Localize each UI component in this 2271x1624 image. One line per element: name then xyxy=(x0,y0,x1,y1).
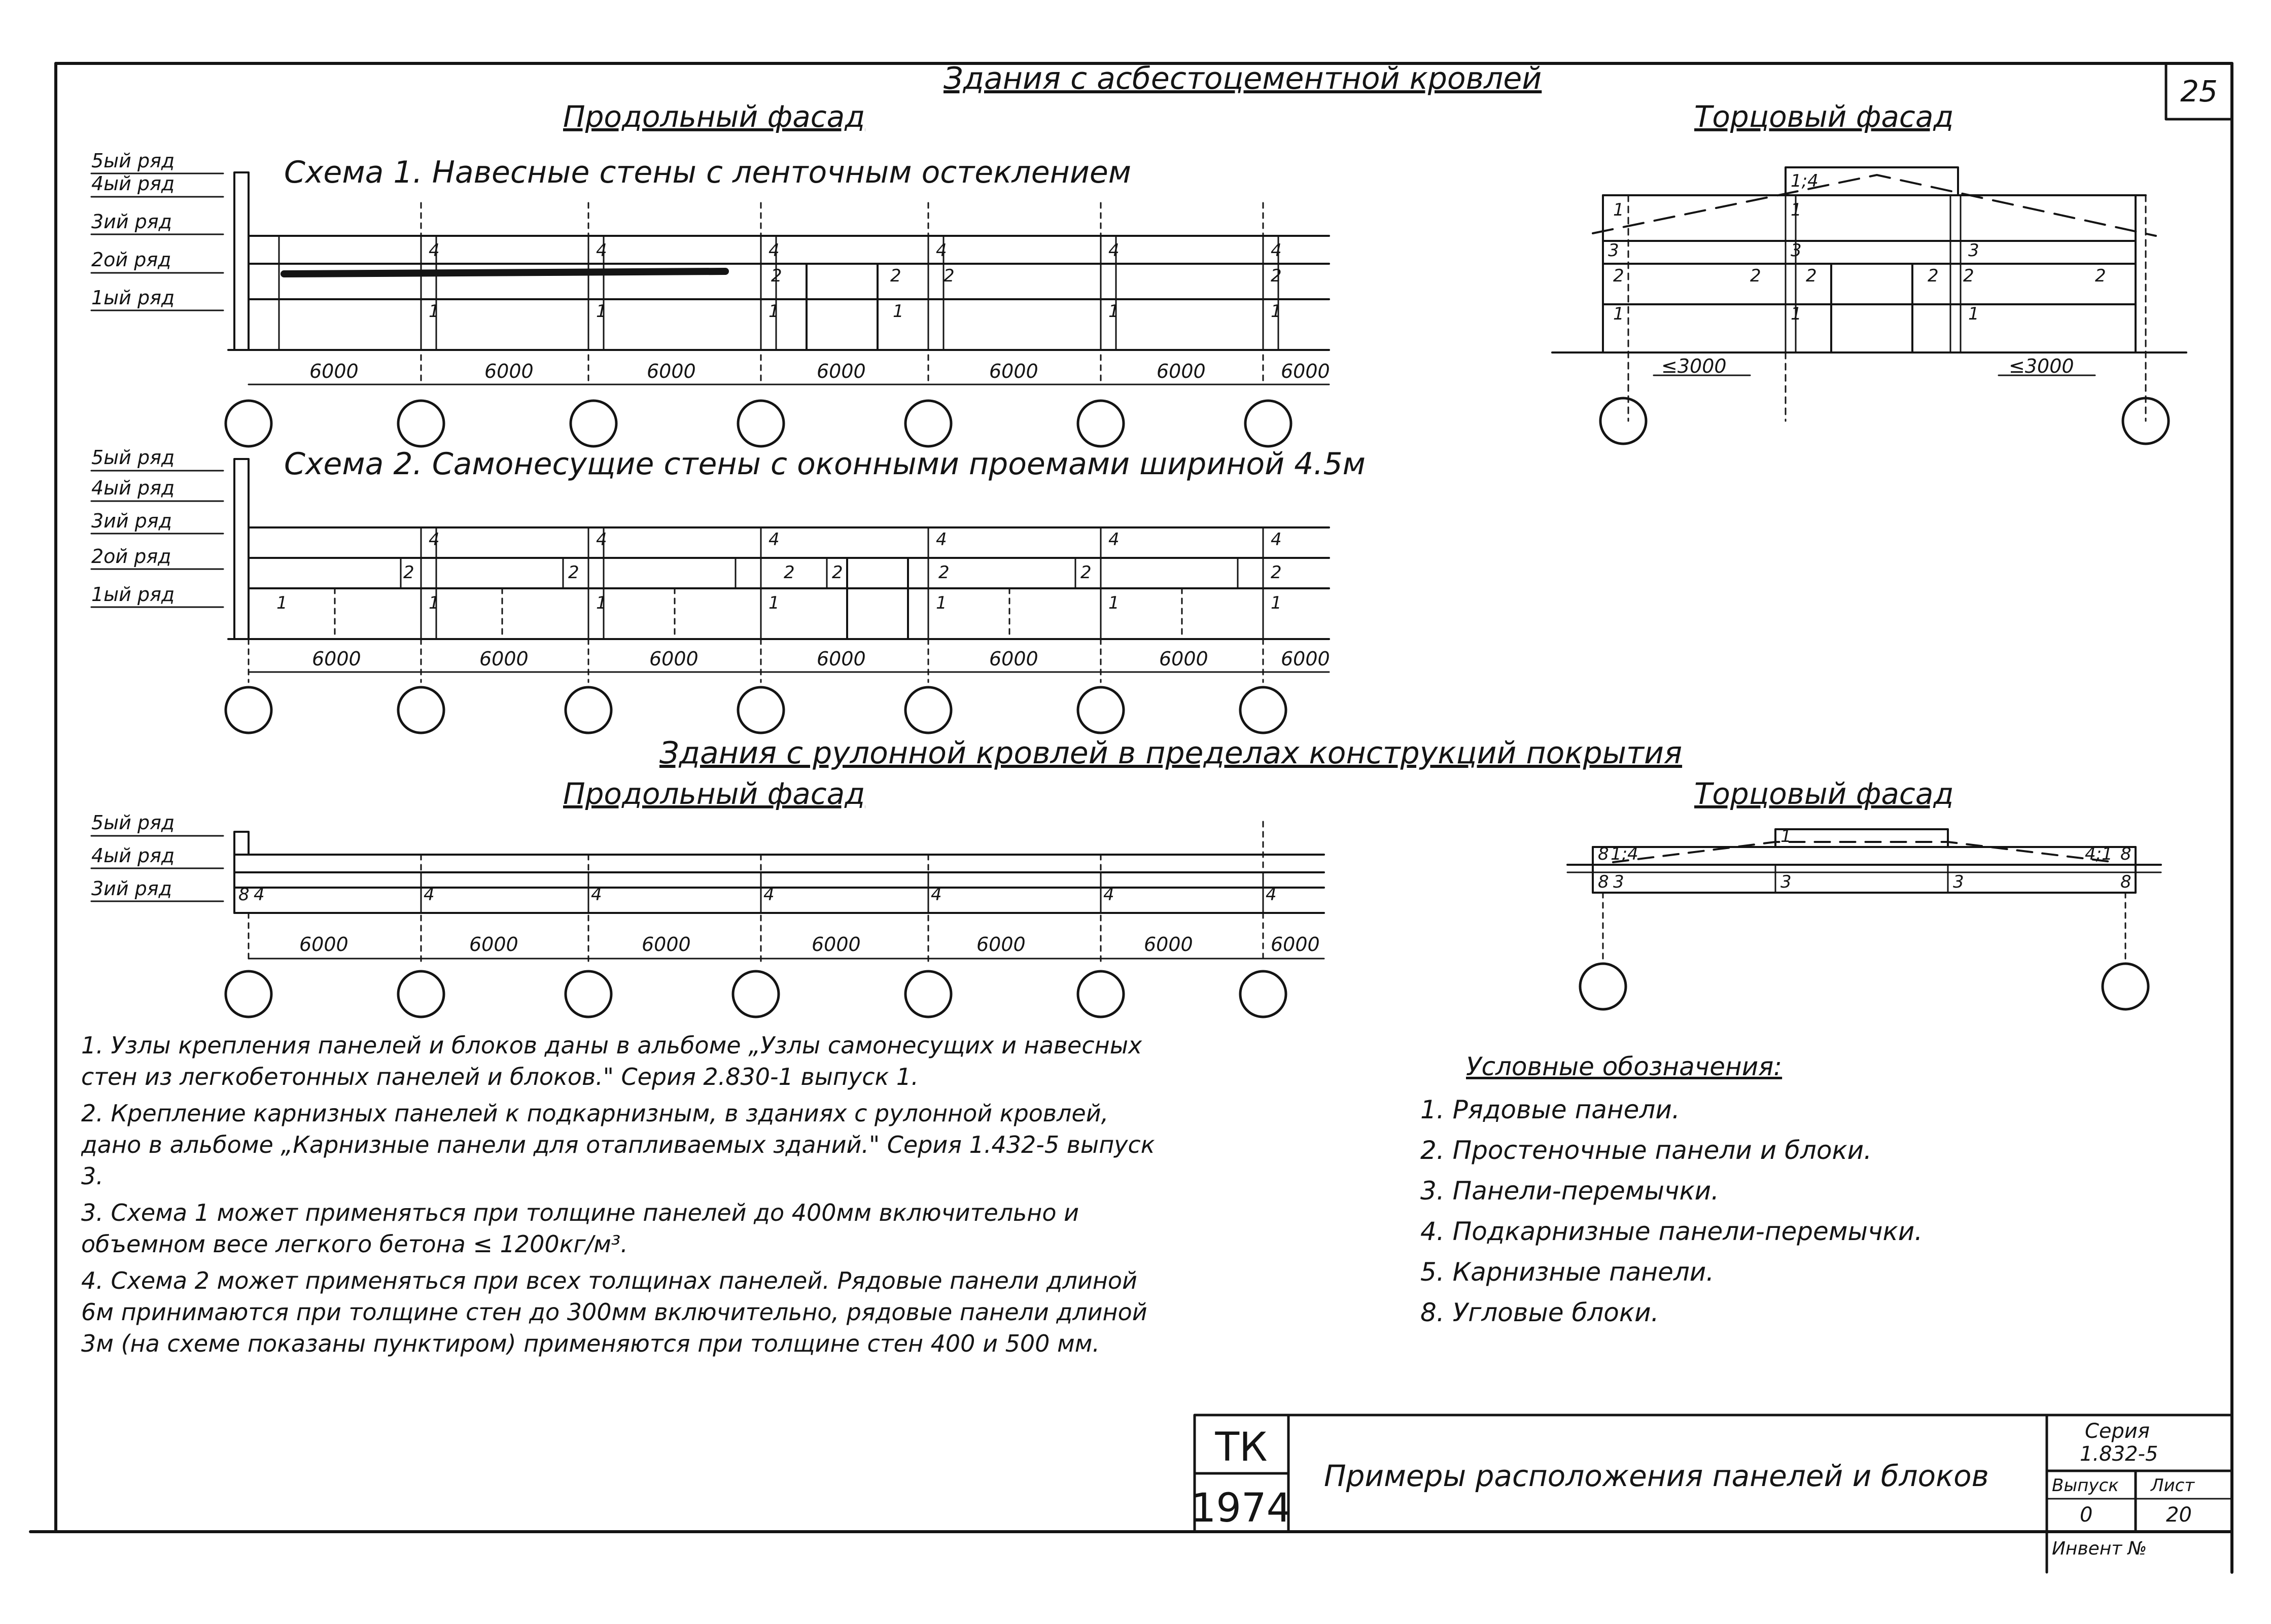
svg-text:1: 1 xyxy=(1791,304,1802,324)
svg-text:1: 1 xyxy=(1271,301,1282,322)
scheme1-panel-marks xyxy=(429,240,1282,322)
scheme1-span-5: 6000 xyxy=(989,360,1038,382)
scheme2-level-3: 3ий ряд xyxy=(91,510,172,532)
scheme3-span-6: 6000 xyxy=(1144,933,1193,956)
svg-text:4: 4 xyxy=(763,885,775,905)
svg-text:8: 8 xyxy=(1598,872,1609,892)
scheme2-panel-marks xyxy=(276,529,1282,613)
svg-text:2: 2 xyxy=(568,562,579,583)
scheme2-level-2: 2ой ряд xyxy=(91,545,171,568)
svg-text:1;4: 1;4 xyxy=(1611,844,1638,864)
svg-text:4: 4 xyxy=(936,240,947,261)
sheet-label: Лист xyxy=(2151,1475,2195,1496)
end-facade-1-dim-left: ≤3000 xyxy=(1661,355,1727,377)
scheme2-level-5: 5ый ряд xyxy=(91,446,175,469)
scheme3-dimensions xyxy=(299,933,1320,956)
end-facade-1 xyxy=(1552,167,2186,444)
svg-text:4: 4 xyxy=(1271,529,1282,550)
svg-text:4: 4 xyxy=(429,529,440,550)
issue-value: 0 xyxy=(2080,1503,2093,1527)
svg-text:8: 8 xyxy=(2120,844,2132,864)
svg-text:4: 4 xyxy=(1271,240,1282,261)
legend xyxy=(1420,1052,1923,1327)
svg-text:2: 2 xyxy=(1750,266,1761,286)
scheme2-dimensions xyxy=(312,648,1330,670)
svg-text:4: 4 xyxy=(596,240,607,261)
svg-text:1: 1 xyxy=(1613,304,1624,324)
svg-text:2: 2 xyxy=(1928,266,1939,286)
end-facade-2-marks xyxy=(1598,826,2132,892)
scheme2-level-4: 4ый ряд xyxy=(91,477,175,499)
scheme1-level-3: 3ий ряд xyxy=(91,210,172,233)
scheme3-facade-label: Продольный фасад xyxy=(563,776,865,811)
drawing-title: Примеры расположения панелей и блоков xyxy=(1324,1459,1989,1493)
svg-text:3: 3 xyxy=(1791,240,1802,261)
svg-text:2: 2 xyxy=(2095,266,2106,286)
scheme1-level-2: 2ой ряд xyxy=(91,249,171,271)
scheme3-span-7: 6000 xyxy=(1271,933,1320,956)
svg-text:2: 2 xyxy=(1271,562,1282,583)
scheme2-span-2: 6000 xyxy=(479,648,529,670)
svg-text:1: 1 xyxy=(936,593,947,613)
series-label: Серия xyxy=(2085,1420,2150,1443)
scheme2-title: Схема 2. Самонесущие стены с оконными проемами шириной 4.5м xyxy=(284,446,1366,482)
svg-text:2: 2 xyxy=(1806,266,1817,286)
svg-text:2: 2 xyxy=(944,266,955,286)
end1-facade-label: Торцовый фасад xyxy=(1694,99,1954,134)
svg-text:8: 8 xyxy=(238,885,250,905)
scheme3-span-5: 6000 xyxy=(976,933,1026,956)
svg-text:4: 4 xyxy=(936,529,947,550)
svg-text:4: 4 xyxy=(254,885,265,905)
svg-text:1: 1 xyxy=(1108,593,1120,613)
scheme2-level-labels xyxy=(91,446,223,607)
svg-text:1: 1 xyxy=(1613,200,1624,220)
legend-title: Условные обозначения: xyxy=(1466,1052,1783,1081)
svg-text:1: 1 xyxy=(1108,301,1120,322)
scheme1-level-5: 5ый ряд xyxy=(91,150,175,172)
scheme3-span-2: 6000 xyxy=(469,933,518,956)
svg-text:3: 3 xyxy=(1780,872,1792,892)
section1-title: Здания с асбестоцементной кровлей xyxy=(944,61,1542,96)
svg-text:3: 3 xyxy=(1613,872,1624,892)
svg-text:1: 1 xyxy=(1271,593,1282,613)
scheme1-level-labels xyxy=(91,150,223,310)
svg-text:8: 8 xyxy=(2120,872,2132,892)
svg-text:1: 1 xyxy=(768,593,780,613)
svg-text:4: 4 xyxy=(429,240,440,261)
note-4: 4. Схема 2 может применяться при всех толщинах панелей. Рядовые панели длиной 6м принимаются при толщине стен до 300мм включительно, рядовые панели длиной 3м (на схеме показаны пунктиром) применяются при толщине стен 400 и 500 мм. xyxy=(81,1267,1147,1357)
svg-text:4: 4 xyxy=(1103,885,1114,905)
svg-text:4: 4 xyxy=(1266,885,1277,905)
legend-item-3: 3. Панели-перемычки. xyxy=(1420,1176,1720,1206)
inventory-label: Инвент № xyxy=(2052,1538,2147,1559)
svg-text:1: 1 xyxy=(276,593,288,613)
svg-text:2: 2 xyxy=(784,562,795,583)
svg-text:1: 1 xyxy=(1791,200,1802,220)
svg-text:8: 8 xyxy=(1598,844,1609,864)
end-facade-1-dim-right: ≤3000 xyxy=(2009,355,2074,377)
scheme1-axis-bubbles xyxy=(226,401,1291,446)
series-value: 1.832-5 xyxy=(2080,1442,2158,1466)
note-2: 2. Крепление карнизных панелей к подкарнизным, в зданиях с рулонной кровлей, дано в альбоме „Карнизные панели для отапливаемых зданий." Серия 1.432-5 выпуск 3. xyxy=(81,1100,1155,1190)
issue-label: Выпуск xyxy=(2052,1475,2119,1496)
svg-text:1: 1 xyxy=(893,301,904,322)
svg-text:2: 2 xyxy=(403,562,414,583)
scheme3-axis-bubbles xyxy=(226,971,1286,1017)
scheme1-facade-label: Продольный фасад xyxy=(563,99,865,134)
svg-text:2: 2 xyxy=(771,266,782,286)
svg-text:4;1: 4;1 xyxy=(2085,844,2113,864)
svg-text:2: 2 xyxy=(1613,266,1624,286)
scheme1-span-3: 6000 xyxy=(647,360,696,382)
svg-text:4: 4 xyxy=(596,529,607,550)
svg-text:4: 4 xyxy=(768,529,780,550)
scheme3-span-3: 6000 xyxy=(642,933,691,956)
end2-facade-label: Торцовый фасад xyxy=(1694,776,1954,811)
svg-text:4: 4 xyxy=(1108,240,1120,261)
legend-item-1: 1. Рядовые панели. xyxy=(1420,1095,1680,1124)
scheme2-axis-bubbles xyxy=(226,687,1286,733)
svg-text:1: 1 xyxy=(596,593,607,613)
svg-text:4: 4 xyxy=(931,885,942,905)
svg-text:2: 2 xyxy=(1963,266,1974,286)
scheme3-level-3: 3ий ряд xyxy=(91,877,172,900)
scheme2-span-1: 6000 xyxy=(312,648,361,670)
svg-text:2: 2 xyxy=(832,562,843,583)
svg-text:2: 2 xyxy=(1271,266,1282,286)
title-code-bottom: 1974 xyxy=(1191,1486,1292,1531)
scheme3-level-4: 4ый ряд xyxy=(91,844,175,867)
svg-text:1: 1 xyxy=(429,593,440,613)
note-1: 1. Узлы крепления панелей и блоков даны в альбоме „Узлы самонесущих и навесных стен из легкобетонных панелей и блоков." Серия 2.830-1 выпуск 1. xyxy=(81,1032,1142,1090)
scheme1-span-1: 6000 xyxy=(309,360,359,382)
svg-text:1: 1 xyxy=(768,301,780,322)
scheme3-span-1: 6000 xyxy=(299,933,348,956)
scheme3-level-labels xyxy=(91,811,223,901)
scheme2-span-7: 6000 xyxy=(1281,648,1330,670)
svg-text:1;4: 1;4 xyxy=(1791,171,1819,191)
svg-text:4: 4 xyxy=(424,885,435,905)
scheme1-level-1: 1ый ряд xyxy=(91,287,175,309)
scheme1-span-6: 6000 xyxy=(1157,360,1206,382)
scheme2-span-6: 6000 xyxy=(1159,648,1208,670)
legend-item-5: 5. Карнизные панели. xyxy=(1420,1257,1715,1287)
svg-text:2: 2 xyxy=(938,562,950,583)
svg-text:3: 3 xyxy=(1953,872,1964,892)
svg-text:1: 1 xyxy=(1968,304,1979,324)
svg-text:4: 4 xyxy=(591,885,602,905)
svg-text:2: 2 xyxy=(1080,562,1092,583)
end-facade-1-marks xyxy=(1608,171,2106,324)
scheme2-span-3: 6000 xyxy=(649,648,698,670)
scheme1-span-7: 6000 xyxy=(1281,360,1330,382)
svg-text:1: 1 xyxy=(596,301,607,322)
scheme3-level-5: 5ый ряд xyxy=(91,811,175,834)
section2-title: Здания с рулонной кровлей в пределах конструкций покрытия xyxy=(659,735,1683,771)
sheet-value: 20 xyxy=(2166,1503,2192,1527)
title-code-top: ТК xyxy=(1215,1425,1268,1470)
scheme1-span-4: 6000 xyxy=(817,360,866,382)
svg-text:3: 3 xyxy=(1608,240,1619,261)
svg-text:2: 2 xyxy=(890,266,901,286)
scheme2-span-4: 6000 xyxy=(817,648,866,670)
note-3: 3. Схема 1 может применяться при толщине панелей до 400мм включительно и объемном весе легкого бетона ≤ 1200кг/м³. xyxy=(81,1199,1079,1258)
page-number: 25 xyxy=(2180,74,2218,109)
scheme3-span-4: 6000 xyxy=(812,933,861,956)
scheme2-span-5: 6000 xyxy=(989,648,1038,670)
svg-text:4: 4 xyxy=(1108,529,1120,550)
scheme2-level-1: 1ый ряд xyxy=(91,583,175,606)
legend-item-4: 4. Подкарнизные панели-перемычки. xyxy=(1420,1217,1923,1246)
legend-item-6: 8. Угловые блоки. xyxy=(1420,1298,1659,1327)
svg-text:1: 1 xyxy=(1780,826,1792,846)
scheme1-title: Схема 1. Навесные стены с ленточным остеклением xyxy=(284,155,1132,190)
scheme1-level-4: 4ый ряд xyxy=(91,172,175,195)
general-notes xyxy=(81,1030,1162,1466)
svg-text:1: 1 xyxy=(429,301,440,322)
svg-text:3: 3 xyxy=(1968,240,1979,261)
end-facade-2 xyxy=(1567,829,2161,1009)
svg-text:4: 4 xyxy=(768,240,780,261)
scheme1-dimensions xyxy=(309,360,1330,382)
legend-item-2: 2. Простеночные панели и блоки. xyxy=(1420,1136,1872,1165)
scheme1-span-2: 6000 xyxy=(484,360,534,382)
